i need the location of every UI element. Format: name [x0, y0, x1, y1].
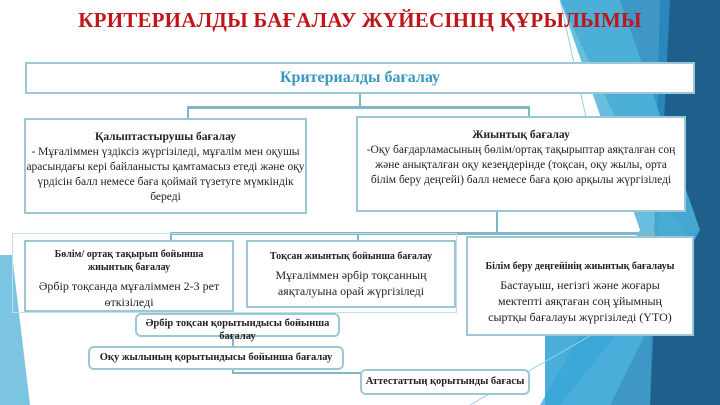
unit-summative-heading: Бөлім/ ортақ тақырып бойынша жиынтық бағалау [54, 249, 204, 273]
unit-summative-text: Әрбір тоқсанда мұғаліммен 2-3 рет өткізіледі [38, 279, 220, 309]
level-summative-heading: Білім беру деңгейінің жиынтық бағалауы [485, 261, 675, 272]
unit-summative-box [24, 240, 234, 312]
term-summative-heading: Тоқсан жиынтық бойынша бағалау [269, 251, 433, 262]
formative-heading: Қалыптастырушы бағалау [94, 131, 236, 143]
summative-heading: Жиынтық бағалау [472, 129, 570, 141]
term-result-label: Әрбір тоқсан қорытындысы бойынша бағалау [145, 318, 330, 342]
root-label: Критериалды бағалау [279, 69, 441, 86]
term-summative-box [246, 240, 456, 308]
summative-assessment-box [356, 116, 686, 212]
summative-text: -Оқу бағдарламасының бөлім/ортақ тақырыптар аяқталған соң және анықталған оқу кезеңдерінде (тоқсан, оқу жылы, орта білім беру деңгейі) балл немесе баға қою арқылы жүргізіледі [366, 144, 676, 186]
level-summative-box [466, 236, 694, 336]
root-node [25, 62, 695, 94]
connector-summative-down [496, 212, 498, 234]
certificate-result-pill [360, 369, 530, 395]
level-summative-text: Бастауыш, негізгі және жоғары мектепті аяқтаған соң ұйымның сыртқы бағалауы жүргізіледі (ҮТО) [488, 278, 672, 324]
page-title: КРИТЕРИАЛДЫ БАҒАЛАУ ЖҮЙЕСІНІҢ ҚҰРЫЛЫМЫ [78, 8, 642, 32]
formative-assessment-box [24, 118, 307, 214]
year-result-label: Оқу жылының қорытындысы бойынша бағалау [99, 352, 333, 363]
connector-right-down [528, 106, 530, 116]
connector-results-bottom [232, 372, 362, 374]
term-summative-text: Мұғаліммен әрбір тоқсанның аяқталуына орай жүргізіледі [275, 268, 427, 298]
formative-text: - Мұғаліммен үздіксіз жүргізіледі, мұғалім мен оқушы арасындағы кері байланысты қамтамасыз етеді және оқу үрдісін балл немесе баға қоймай түзетуге мүмкіндік береді [26, 146, 305, 203]
term-result-pill [135, 313, 340, 342]
connector-root-horizontal [187, 106, 530, 109]
certificate-result-label: Аттестаттың қорытынды бағасы [365, 376, 525, 387]
year-result-pill [88, 346, 344, 370]
